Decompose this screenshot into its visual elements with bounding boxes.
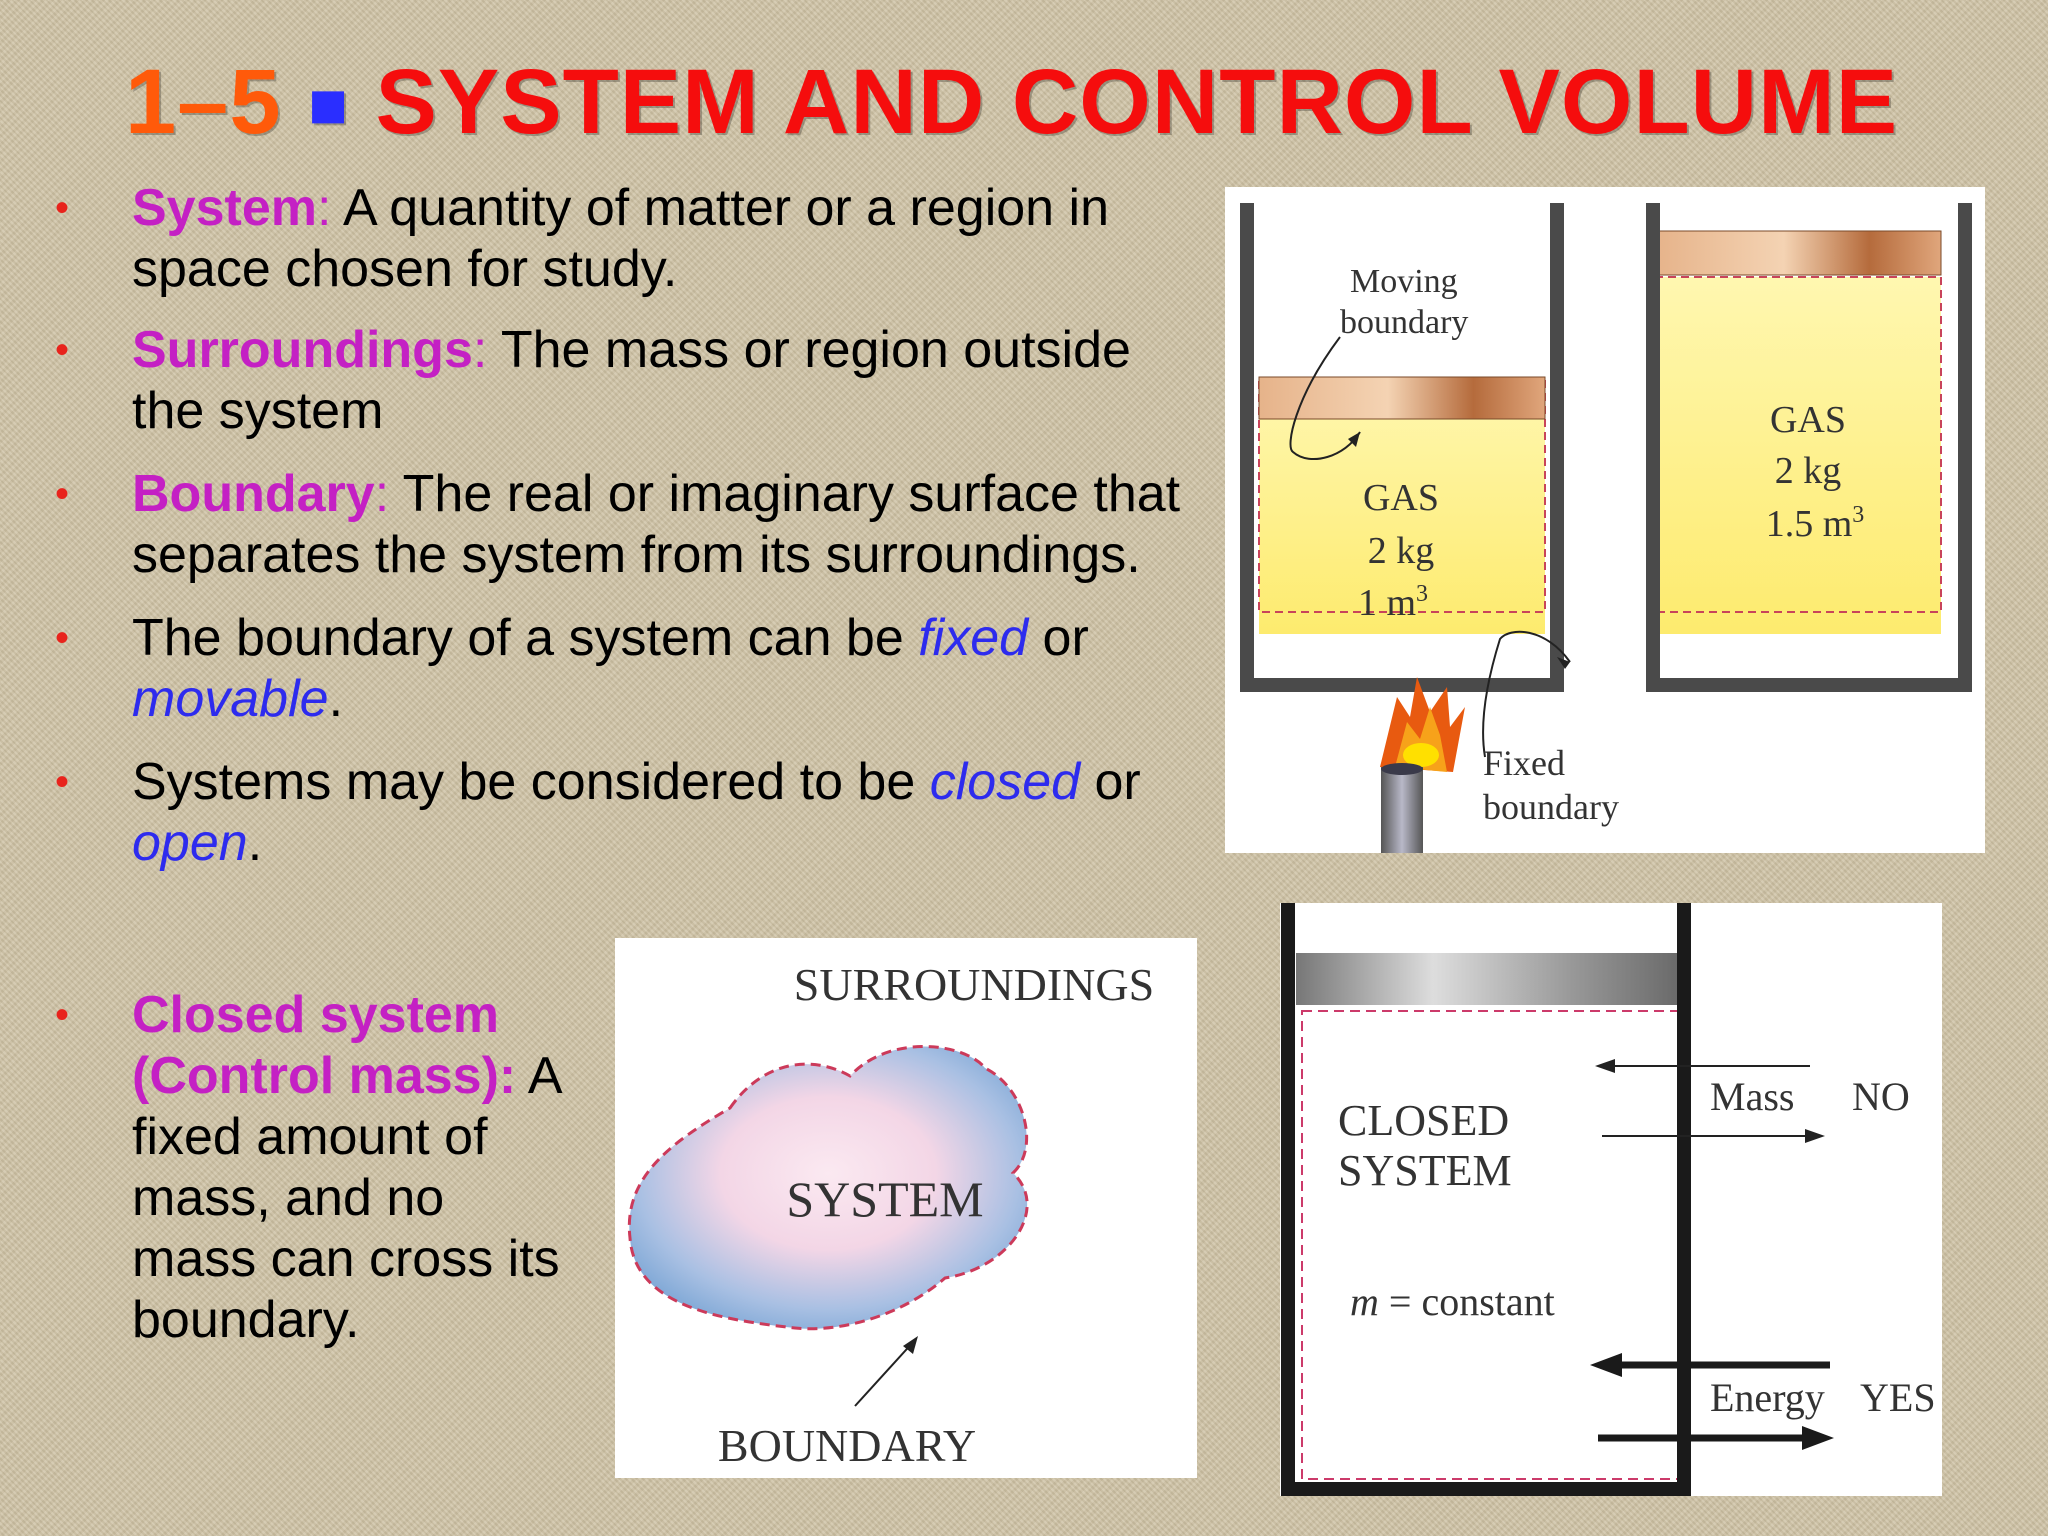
- text-pre: The boundary of a system can be: [132, 609, 919, 667]
- gas2-label: GAS: [1769, 399, 1847, 441]
- piston-right: [1655, 231, 1941, 275]
- boundary-definition: The real or imaginary surface that separates the system from its surroundings.: [132, 465, 1181, 584]
- mass-no: NO: [1852, 1074, 1910, 1119]
- emph-open: open: [132, 814, 248, 872]
- definition-list: [55, 178, 1205, 894]
- term-system: System: [132, 179, 317, 237]
- closed-boundary: [1302, 1011, 1684, 1479]
- text-post: .: [247, 814, 263, 872]
- gas1-mass: 2 kg: [1367, 530, 1435, 572]
- term-sep: :: [472, 321, 488, 379]
- system-diagram: [615, 938, 1197, 1478]
- emph-closed: closed: [929, 753, 1081, 811]
- closed-system-definition: A fixed amount of mass, and no mass can cross its boundary.: [132, 1047, 560, 1349]
- moving-label-1: Moving: [1350, 263, 1458, 300]
- gas2-mass: 2 kg: [1774, 450, 1842, 492]
- system-label: SYSTEM: [786, 1171, 984, 1227]
- system-surroundings-figure: [615, 938, 1197, 1478]
- piston-cylinder-figure: [1225, 187, 1985, 853]
- title-text: SYSTEM AND CONTROL VOLUME: [375, 51, 1899, 153]
- section-number: 1–5: [125, 51, 282, 153]
- mass-label: Mass: [1710, 1074, 1795, 1119]
- mass-arrowhead-out: [1805, 1129, 1825, 1143]
- moving-label-2: boundary: [1340, 304, 1469, 341]
- text-mid: or: [1028, 609, 1089, 667]
- term-sep: :: [374, 465, 390, 523]
- bullet-closed-open: [55, 752, 1205, 874]
- square-icon: ■: [308, 67, 349, 141]
- energy-yes: YES: [1860, 1375, 1936, 1420]
- bullet-boundary: [55, 464, 1205, 586]
- text-pre: Systems may be considered to be: [132, 753, 930, 811]
- burner-icon: [1380, 677, 1465, 853]
- piston-cylinder-diagram: [1225, 187, 1985, 853]
- text-post: .: [328, 670, 344, 728]
- slide-title: [125, 52, 1898, 153]
- fixed-label-2: boundary: [1483, 787, 1619, 827]
- term-sep: :: [317, 179, 332, 237]
- closed-system-figure: [1280, 903, 1942, 1496]
- gas1-label: GAS: [1362, 477, 1440, 519]
- closed-piston: [1296, 953, 1688, 1005]
- bullet-closed-system: [55, 985, 575, 1351]
- term-surroundings: Surroundings: [132, 321, 473, 379]
- emph-movable: movable: [132, 670, 329, 728]
- bullet-system: [55, 178, 1205, 300]
- term-boundary: Boundary: [132, 465, 375, 523]
- closed-system-list: [55, 985, 575, 1351]
- text-mid: or: [1080, 753, 1141, 811]
- bullet-fixed-movable: [55, 608, 1205, 730]
- term-closed-system: Closed system (Control mass):: [132, 986, 517, 1105]
- closed-system-diagram: [1280, 903, 1942, 1496]
- emph-fixed: fixed: [918, 609, 1029, 667]
- boundary-pointer: [855, 1340, 915, 1406]
- mass-constant: m = constant: [1350, 1279, 1555, 1324]
- gas1-volume: 1 $m^3$: [1357, 581, 1429, 624]
- energy-label: Energy: [1710, 1375, 1825, 1420]
- fixed-label-1: Fixed: [1483, 743, 1566, 783]
- bullet-surroundings: [55, 320, 1205, 442]
- closed-label-1: CLOSED: [1338, 1096, 1510, 1145]
- surroundings-label: SURROUNDINGS: [793, 959, 1155, 1010]
- energy-arrowhead-in: [1590, 1353, 1622, 1377]
- boundary-label: BOUNDARY: [717, 1420, 977, 1471]
- surroundings-definition: The mass or region outside the system: [132, 321, 1131, 440]
- gas2-volume: 1.5 $m^3$: [1765, 502, 1865, 545]
- closed-label-2: SYSTEM: [1338, 1146, 1512, 1195]
- system-definition: A quantity of matter or a region in space chosen for study.: [132, 179, 1110, 298]
- energy-arrowhead-out: [1802, 1426, 1834, 1450]
- mass-arrowhead-in: [1595, 1059, 1615, 1073]
- piston-left: [1259, 377, 1545, 419]
